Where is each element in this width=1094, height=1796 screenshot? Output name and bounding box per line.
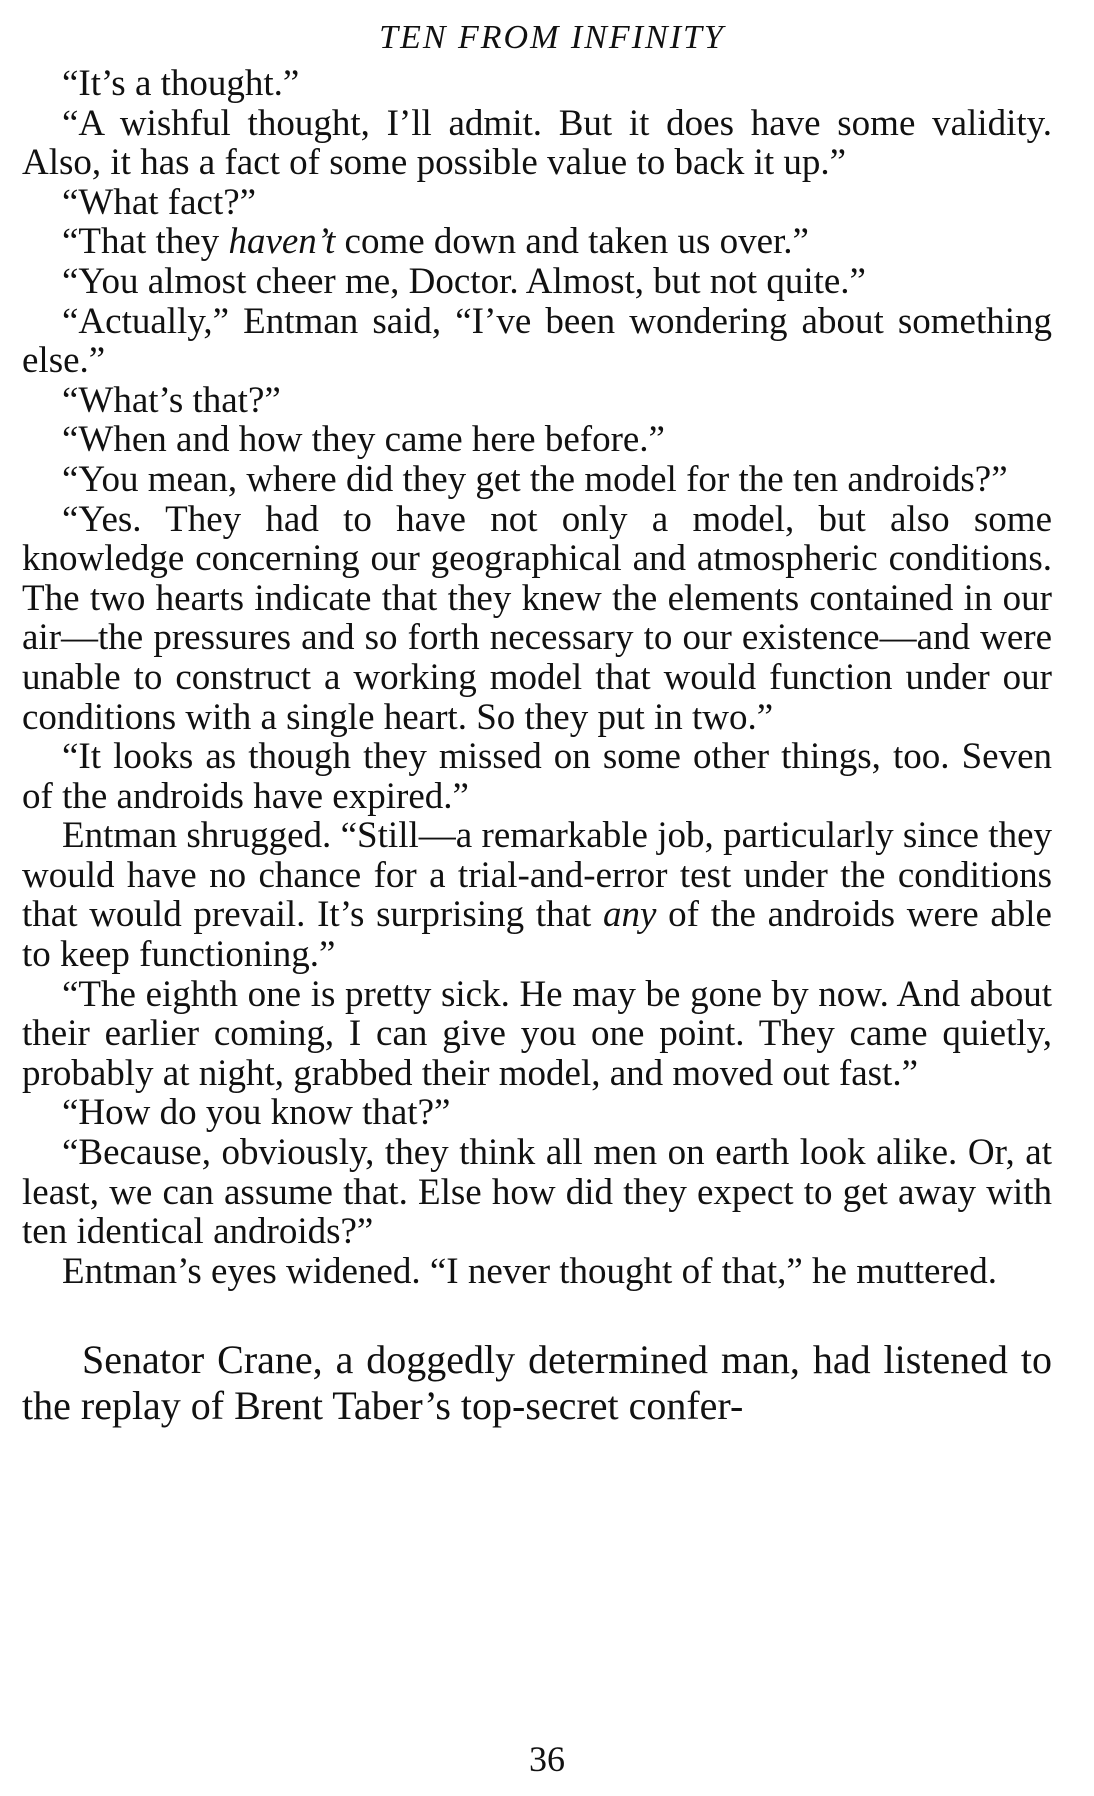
paragraph-text: “What’s that?” <box>62 379 281 421</box>
paragraph-text: “You almost cheer me, Doctor. Almost, but not quite.” <box>62 260 866 302</box>
paragraph <box>22 104 1052 183</box>
paragraph <box>22 262 1052 302</box>
paragraph-text: “When and how they came here before.” <box>62 419 665 461</box>
emphasis-text: haven’t <box>228 221 336 263</box>
paragraph-text: “It’s a thought.” <box>62 63 300 104</box>
paragraph <box>22 381 1052 421</box>
paragraph-text: “You mean, where did they get the model for the ten androids?” <box>62 458 1008 500</box>
paragraph <box>22 975 1052 1094</box>
paragraph <box>22 737 1052 816</box>
body-text <box>22 64 1052 1291</box>
paragraph <box>22 500 1052 738</box>
paragraph-text: “That they <box>62 221 229 263</box>
paragraph <box>22 816 1052 974</box>
paragraph-text: of the androids were able to keep functioning.” <box>22 894 1052 976</box>
paragraph <box>22 1252 1052 1292</box>
paragraph <box>22 302 1052 381</box>
paragraph-text: “Because, obviously, they think all men on earth look alike. Or, at least, we can assume that. Else how did they expect to get away with ten identical androids?” <box>22 1132 1052 1253</box>
paragraph <box>22 64 1052 104</box>
paragraph-text: “It looks as though they missed on some other things, too. Seven of the androids have expired.” <box>22 736 1052 817</box>
paragraph <box>22 1093 1052 1133</box>
paragraph <box>22 420 1052 460</box>
paragraph-text: Entman shrugged. “Still—a remarkable job, particularly since they would have no chance for a trial-and-error test under the conditions that would prevail. It’s surprising that <box>22 815 1052 936</box>
paragraph-text: “What fact?” <box>62 181 257 223</box>
paragraph <box>22 222 1052 262</box>
paragraph-text: “A wishful thought, I’ll admit. But it does have some validity. Also, it has a fact of some possible value to back it up.” <box>22 102 1052 184</box>
paragraph <box>22 460 1052 500</box>
paragraph-text: Entman’s eyes widened. “I never thought of that,” he muttered. <box>62 1250 997 1292</box>
page-number: 36 <box>529 1739 565 1779</box>
section-start-paragraph: Senator Crane, a doggedly determined man, had listened to the replay of Brent Taber’s top-secret confer- <box>22 1337 1052 1429</box>
paragraph-text: “How do you know that?” <box>62 1092 451 1134</box>
book-page <box>22 18 1052 1429</box>
paragraph <box>22 183 1052 223</box>
paragraph-text: “Actually,” Entman said, “I’ve been wondering about something else.” <box>22 300 1052 382</box>
paragraph-text: “Yes. They had to have not only a model, but also some knowledge concerning our geographical and atmospheric conditions. The two hearts indicate that they knew the elements contained in our air—the pressures and so forth necessary to our existence—and were unable to construct a working model that would function under our conditions with a single heart. So they put in two.” <box>22 498 1052 738</box>
paragraph-text: come down and taken us over.” <box>335 221 809 263</box>
section-start <box>22 1337 1052 1429</box>
paragraph-text: “The eighth one is pretty sick. He may be gone by now. And about their earlier coming, I can give you one point. They came quietly, probably at night, grabbed their model, and moved out fast.” <box>22 973 1052 1094</box>
emphasis-text: any <box>603 894 657 936</box>
paragraph <box>22 1133 1052 1252</box>
running-head: TEN FROM INFINITY <box>379 19 725 56</box>
